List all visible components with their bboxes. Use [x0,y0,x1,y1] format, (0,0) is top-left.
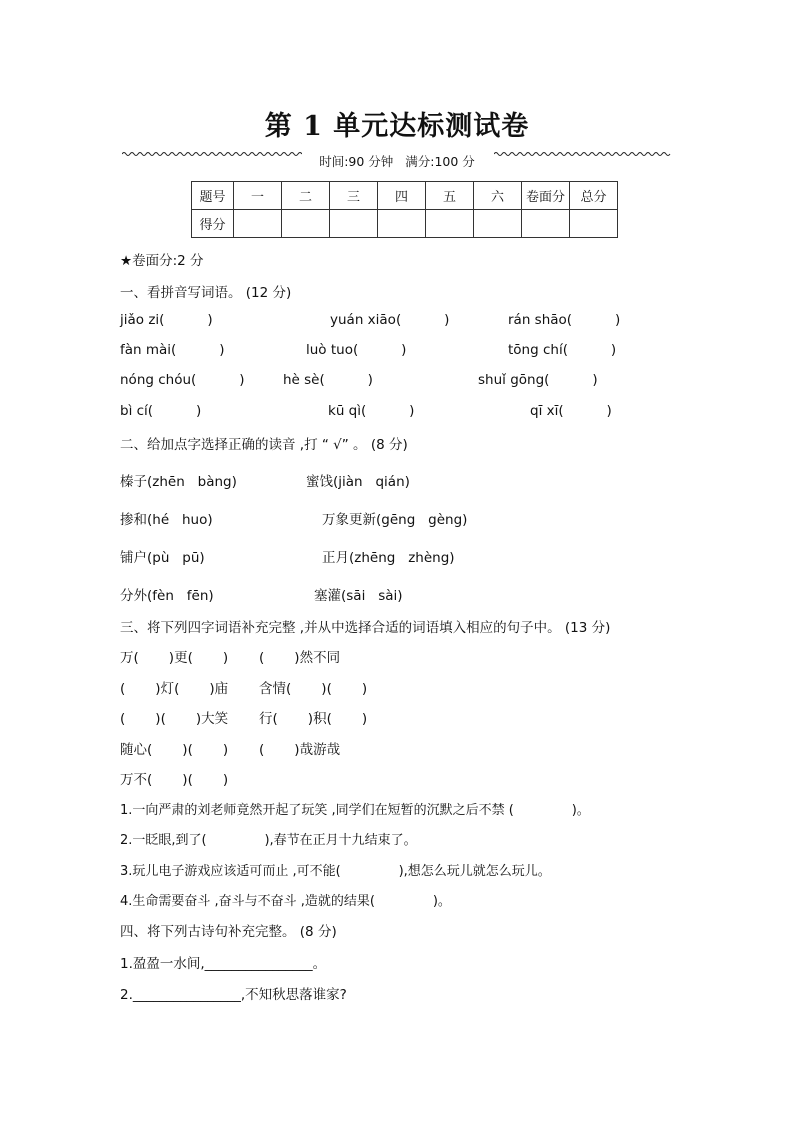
idiom-item: 含情( )( ) [259,681,368,697]
pinyin-item: qī xī( ) [530,403,612,419]
pinyin-item: tōng chí( ) [508,342,617,358]
score-input-cell[interactable] [330,210,378,238]
poem-line: 1.盈盈一水间,________________。 [120,956,327,972]
score-table-score-row [192,210,618,238]
neatness-note: ★卷面分:2 分 [120,253,204,269]
fill-sentence: 4.生命需要奋斗 ,奋斗与不奋斗 ,造就的结果( )。 [120,894,451,909]
fill-sentence: 3.玩儿电子游戏应该适可而止 ,可不能( ),想怎么玩儿就怎么玩儿。 [120,864,551,879]
pinyin-item: hè sè( ) [283,372,373,388]
table-cell: 六 [474,182,522,210]
idiom-item: ( )哉游哉 [259,742,341,758]
reading-choice-item: 分外(fèn fēn) [120,588,214,604]
reading-choice-item: 蜜饯(jiàn qián) [306,474,410,490]
table-cell: 三 [330,182,378,210]
table-cell: 五 [426,182,474,210]
page-title: 第 1 单元达标测试卷 [264,111,530,142]
section-heading: 四、将下列古诗句补充完整。 (8 分) [120,924,337,940]
idiom-item: 万( )更( ) [120,650,229,666]
fill-sentence: 2.一眨眼,到了( ),春节在正月十九结束了。 [120,833,417,848]
pinyin-item: luò tuo( ) [306,342,407,358]
score-input-cell[interactable] [378,210,426,238]
idiom-item: ( )然不同 [259,650,341,666]
reading-choice-item: 万象更新(gēng gèng) [322,512,468,528]
reading-choice-item: 塞灌(sāi sài) [314,588,403,604]
score-input-cell[interactable] [426,210,474,238]
pinyin-item: nóng chóu( ) [120,372,245,388]
table-cell: 得分 [192,210,234,238]
section-heading: 二、给加点字选择正确的读音 ,打 “ √” 。 (8 分) [120,437,408,453]
score-input-cell[interactable] [474,210,522,238]
poem-line: 2.________________,不知秋思落谁家? [120,987,347,1003]
table-cell: 一 [234,182,282,210]
idiom-item: 行( )积( ) [259,711,368,727]
pinyin-item: rán shāo( ) [508,312,621,328]
section-heading: 三、将下列四字词语补充完整 ,并从中选择合适的词语填入相应的句子中。 (13 分) [120,620,611,636]
table-cell: 总分 [570,182,618,210]
pinyin-item: jiǎo zi( ) [120,312,213,328]
pinyin-item: kū qì( ) [328,403,415,419]
score-table-header-row [192,182,618,210]
idiom-item: 万不( )( ) [120,772,229,788]
reading-choice-item: 掺和(hé huo) [120,512,213,528]
score-input-cell[interactable] [522,210,570,238]
exam-info: 时间:90 分钟 满分:100 分 [319,154,475,169]
score-input-cell[interactable] [570,210,618,238]
score-table [191,181,618,238]
pinyin-item: fàn mài( ) [120,342,225,358]
idiom-item: 随心( )( ) [120,742,229,758]
table-cell: 四 [378,182,426,210]
fill-sentence: 1.一向严肃的刘老师竟然开起了玩笑 ,同学们在短暂的沉默之后不禁 ( )。 [120,803,590,818]
table-cell: 二 [282,182,330,210]
score-input-cell[interactable] [234,210,282,238]
table-cell: 卷面分 [522,182,570,210]
reading-choice-item: 铺户(pù pū) [120,550,205,566]
pinyin-item: bì cí( ) [120,403,202,419]
idiom-item: ( )( )大笑 [120,711,229,727]
pinyin-item: yuán xiāo( ) [330,312,450,328]
section-heading: 一、看拼音写词语。 (12 分) [120,285,292,301]
reading-choice-item: 正月(zhēng zhèng) [322,550,455,566]
table-cell: 题号 [192,182,234,210]
score-input-cell[interactable] [282,210,330,238]
reading-choice-item: 榛子(zhēn bàng) [120,474,237,490]
pinyin-item: shuǐ gōng( ) [478,372,598,388]
idiom-item: ( )灯( )庙 [120,681,229,697]
